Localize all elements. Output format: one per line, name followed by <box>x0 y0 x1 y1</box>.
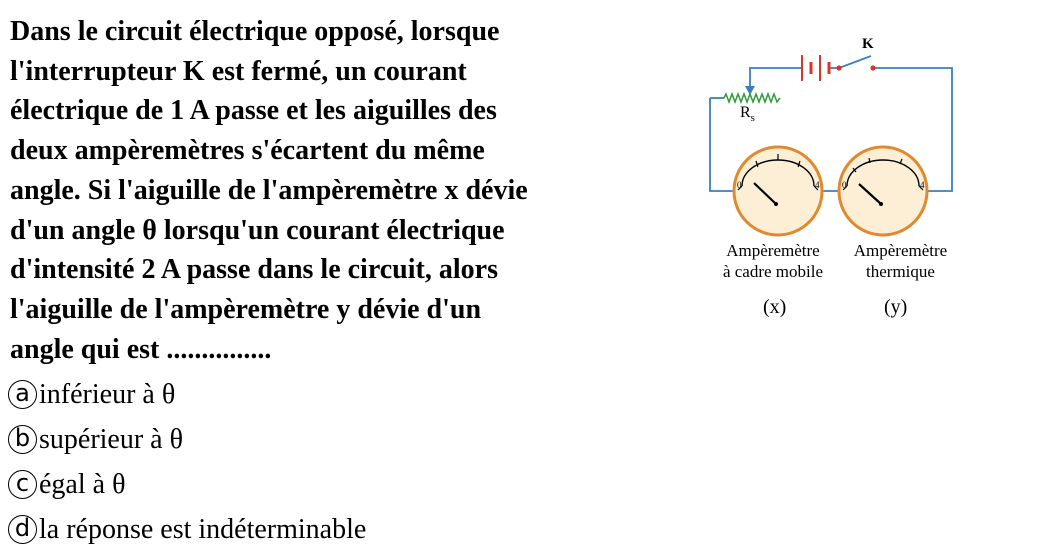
resistor-label-main: R <box>740 104 751 121</box>
resistor-icon <box>724 94 780 102</box>
option-letter-c: c <box>8 470 37 499</box>
question-line: angle qui est ............... <box>10 333 272 365</box>
question-text <box>10 12 650 369</box>
switch-icon <box>836 56 875 71</box>
resistor-label <box>740 104 755 124</box>
question-line: d'un angle θ lorsqu'un courant électrique <box>10 214 505 246</box>
question-line: deux ampèremètres s'écartent du même <box>10 135 485 167</box>
ammeter-x-tag: (x) <box>763 296 787 318</box>
question-line: l'interrupteur K est fermé, un courant <box>10 55 467 87</box>
option-b[interactable] <box>8 417 366 462</box>
ammeter-y-tag: (y) <box>884 296 908 318</box>
ammeter-x-icon <box>734 147 822 235</box>
ammeter-y-line1: Ampèremètre <box>853 241 948 260</box>
answer-options <box>8 372 366 552</box>
wire-left <box>710 98 734 191</box>
option-letter-a: a <box>8 380 37 409</box>
option-text-d: la réponse est indéterminable <box>39 513 367 545</box>
option-d[interactable] <box>8 507 366 552</box>
svg-text:4: 4 <box>920 180 925 190</box>
question-line: d'intensité 2 A passe dans le circuit, alors <box>10 254 498 286</box>
option-text-c: égal à θ <box>39 468 126 500</box>
option-c[interactable] <box>8 462 366 507</box>
circuit-figure <box>690 28 990 328</box>
svg-text:4: 4 <box>815 180 820 190</box>
ammeter-y-icon <box>839 147 927 235</box>
svg-text:0: 0 <box>737 180 742 190</box>
option-a[interactable] <box>8 372 366 417</box>
switch-label: K <box>862 36 874 52</box>
resistor-label-subscript: s <box>750 112 755 125</box>
option-letter-b: b <box>8 425 37 454</box>
battery-icon <box>802 55 829 81</box>
ammeter-x-caption <box>708 240 838 282</box>
option-text-b: supérieur à θ <box>39 423 184 455</box>
circuit-diagram <box>690 28 990 328</box>
question-line: Dans le circuit électrique opposé, lorsque <box>10 16 500 47</box>
question-line: l'aiguille de l'ampèremètre y dévie d'un <box>10 293 482 325</box>
ammeter-y-line2: thermique <box>866 262 935 281</box>
question-line: angle. Si l'aiguille de l'ampèremètre x dévie <box>10 174 528 206</box>
wire-top-left <box>750 68 802 75</box>
svg-text:0: 0 <box>842 180 847 190</box>
ammeter-y-caption <box>838 240 963 282</box>
question-line: électrique de 1 A passe et les aiguilles des <box>10 95 497 127</box>
option-letter-d: d <box>8 515 37 544</box>
option-text-a: inférieur à θ <box>39 378 176 410</box>
ammeter-x-line1: Ampèremètre <box>726 241 820 260</box>
ammeter-x-line2: à cadre mobile <box>722 262 824 281</box>
